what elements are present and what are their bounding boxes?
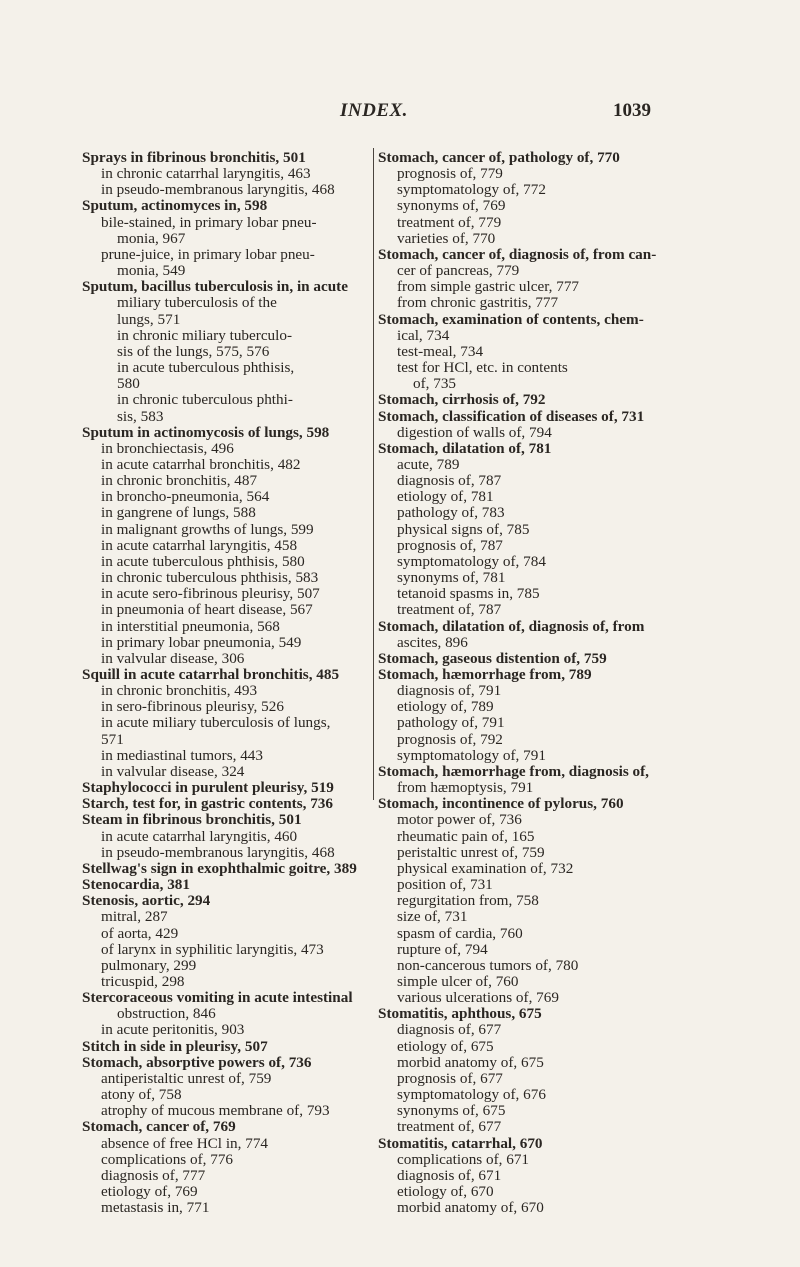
index-entry: Stomatitis, aphthous, 675	[378, 1005, 542, 1023]
index-column-right	[378, 150, 708, 1216]
index-entry: diagnosis of, 791	[397, 682, 502, 700]
index-entry: 571	[101, 730, 124, 748]
index-entry: in pseudo-membranous laryngitis, 468	[101, 181, 335, 199]
index-entry: 580	[117, 375, 140, 393]
index-entry: diagnosis of, 787	[397, 472, 502, 490]
index-entry: in valvular disease, 324	[101, 762, 245, 780]
index-entry: Stomatitis, catarrhal, 670	[378, 1134, 543, 1152]
index-entry: in malignant growths of lungs, 599	[101, 520, 314, 538]
index-entry: symptomatology of, 784	[397, 552, 546, 570]
index-entry: prune-juice, in primary lobar pneu-	[101, 245, 315, 263]
index-entry: pathology of, 783	[397, 504, 505, 522]
index-entry: in chronic miliary tuberculo-	[117, 326, 293, 344]
index-entry: in acute miliary tuberculosis of lungs,	[101, 714, 331, 732]
index-entry: in acute catarrhal bronchitis, 482	[101, 455, 301, 473]
index-entry: complications of, 671	[397, 1150, 530, 1168]
index-entry: absence of free HCl in, 774	[101, 1134, 269, 1152]
index-entry: of aorta, 429	[101, 924, 179, 942]
index-entry: prognosis of, 779	[397, 165, 503, 183]
index-entry: in acute tuberculous phthisis,	[117, 359, 295, 377]
index-entry: from hæmoptysis, 791	[397, 779, 534, 797]
index-entry: atony of, 758	[101, 1086, 182, 1104]
index-entry: miliary tuberculosis of the	[117, 294, 277, 312]
index-entry: ical, 734	[397, 326, 450, 344]
index-entry: symptomatology of, 676	[397, 1086, 546, 1104]
index-entry: etiology of, 670	[397, 1183, 494, 1200]
index-entry: in chronic bronchitis, 487	[101, 472, 258, 490]
index-entry: Stomach, incontinence of pylorus, 760	[378, 795, 624, 813]
index-entry: in chronic catarrhal laryngitis, 463	[101, 165, 311, 183]
index-entry: prognosis of, 792	[397, 730, 503, 748]
index-entry: Stomach, cancer of, diagnosis of, from can-	[378, 245, 657, 263]
index-entry: diagnosis of, 777	[101, 1166, 206, 1184]
index-entry: in chronic tuberculous phthi-	[117, 391, 293, 409]
index-entry: tricuspid, 298	[101, 972, 185, 990]
index-entry: digestion of walls of, 794	[397, 423, 552, 441]
index-entry: in acute catarrhal laryngitis, 458	[101, 536, 298, 554]
index-entry: Stomach, dilatation of, diagnosis of, from	[378, 617, 645, 635]
index-entry: metastasis in, 771	[101, 1199, 210, 1217]
index-entry: of larynx in syphilitic laryngitis, 473	[101, 940, 324, 958]
index-entry: in acute tuberculous phthisis, 580	[101, 552, 305, 570]
index-entry: in acute peritonitis, 903	[101, 1021, 245, 1039]
index-entry: diagnosis of, 677	[397, 1021, 502, 1039]
index-entry: spasm of cardia, 760	[397, 924, 523, 942]
index-entry: mitral, 287	[101, 908, 168, 926]
index-entry: test for HCl, etc. in contents	[397, 359, 568, 377]
index-entry: in valvular disease, 306	[101, 649, 245, 667]
index-entry: varieties of, 770	[397, 229, 496, 247]
index-entry: Stomach, examination of contents, chem-	[378, 310, 644, 328]
index-entry: cer of pancreas, 779	[397, 262, 520, 280]
index-entry: Sputum in actinomycosis of lungs, 598	[82, 423, 330, 441]
index-entry: etiology of, 781	[397, 488, 494, 506]
index-entry: ascites, 896	[397, 633, 468, 651]
index-entry: in bronchiectasis, 496	[101, 439, 234, 457]
index-entry: complications of, 776	[101, 1150, 234, 1168]
index-entry: etiology of, 769	[101, 1183, 198, 1200]
index-entry: treatment of, 787	[397, 601, 502, 619]
index-entry: in sero-fibrinous pleurisy, 526	[101, 698, 284, 716]
index-entry: Sprays in fibrinous bronchitis, 501	[82, 149, 306, 166]
index-entry: Stomach, cancer of, pathology of, 770	[378, 149, 620, 166]
column-divider	[373, 148, 374, 800]
index-entry: physical examination of, 732	[397, 859, 574, 877]
index-entry: tetanoid spasms in, 785	[397, 585, 540, 603]
index-entry: Squill in acute catarrhal bronchitis, 485	[82, 666, 340, 683]
index-entry: sis of the lungs, 575, 576	[117, 342, 270, 360]
index-entry: physical signs of, 785	[397, 520, 530, 538]
index-entry: peristaltic unrest of, 759	[397, 843, 545, 861]
index-entry: diagnosis of, 671	[397, 1166, 502, 1184]
index-entry: in pseudo-membranous laryngitis, 468	[101, 843, 335, 861]
index-entry: non-cancerous tumors of, 780	[397, 956, 579, 974]
index-entry: Sputum, bacillus tuberculosis in, in acute	[82, 278, 348, 296]
index-entry: position of, 731	[397, 876, 493, 894]
index-entry: antiperistaltic unrest of, 759	[101, 1069, 272, 1087]
index-entry: synonyms of, 769	[397, 197, 506, 215]
index-entry: simple ulcer of, 760	[397, 972, 519, 990]
index-entry: in chronic bronchitis, 493	[101, 682, 258, 700]
index-entry: morbid anatomy of, 675	[397, 1053, 544, 1071]
index-entry: Stomach, gaseous distention of, 759	[378, 649, 607, 667]
index-entry: in interstitial pneumonia, 568	[101, 617, 280, 635]
index-entry: etiology of, 789	[397, 698, 494, 716]
index-entry: Stomach, cancer of, 769	[82, 1118, 236, 1136]
index-entry: symptomatology of, 791	[397, 746, 546, 764]
index-entry: in acute sero-fibrinous pleurisy, 507	[101, 585, 320, 603]
index-entry: of, 735	[413, 375, 457, 393]
index-entry: size of, 731	[397, 908, 468, 926]
index-entry: lungs, 571	[117, 310, 181, 328]
index-entry: from chronic gastritis, 777	[397, 294, 559, 312]
index-entry: in gangrene of lungs, 588	[101, 504, 256, 522]
index-entry: Stitch in side in pleurisy, 507	[82, 1037, 268, 1055]
index-entry: Steam in fibrinous bronchitis, 501	[82, 811, 302, 829]
index-entry: in broncho-pneumonia, 564	[101, 488, 270, 506]
index-entry: synonyms of, 675	[397, 1102, 506, 1120]
index-entry: Stomach, hæmorrhage from, 789	[378, 666, 592, 683]
index-entry: rheumatic pain of, 165	[397, 827, 535, 845]
index-entry: treatment of, 677	[397, 1118, 502, 1136]
index-entry: Stenosis, aortic, 294	[82, 892, 211, 910]
index-entry: rupture of, 794	[397, 940, 488, 958]
index-entry: morbid anatomy of, 670	[397, 1199, 544, 1217]
index-entry: Staphylococci in purulent pleurisy, 519	[82, 779, 334, 797]
index-entry: prognosis of, 787	[397, 536, 503, 554]
index-entry: in chronic tuberculous phthisis, 583	[101, 569, 319, 587]
index-entry: Stenocardia, 381	[82, 876, 190, 894]
index-entry: pathology of, 791	[397, 714, 505, 732]
index-entry: Stercoraceous vomiting in acute intestinal	[82, 989, 353, 1007]
index-entry: test-meal, 734	[397, 342, 484, 360]
index-entry: sis, 583	[117, 407, 164, 425]
index-entry: atrophy of mucous membrane of, 793	[101, 1102, 330, 1120]
index-entry: pulmonary, 299	[101, 956, 197, 974]
index-entry: etiology of, 675	[397, 1037, 494, 1055]
index-entry: synonyms of, 781	[397, 569, 506, 587]
index-entry: from simple gastric ulcer, 777	[397, 278, 580, 296]
index-entry: Stomach, cirrhosis of, 792	[378, 391, 546, 409]
index-entry: motor power of, 736	[397, 811, 522, 829]
index-entry: monia, 549	[117, 262, 186, 280]
index-entry: treatment of, 779	[397, 213, 502, 231]
index-entry: Stomach, hæmorrhage from, diagnosis of,	[378, 762, 649, 780]
index-entry: regurgitation from, 758	[397, 892, 539, 910]
index-entry: Stellwag's sign in exophthalmic goitre, 389	[82, 859, 357, 877]
index-entry: obstruction, 846	[117, 1005, 216, 1023]
running-title: INDEX.	[340, 100, 408, 121]
index-column-left	[82, 150, 372, 1216]
index-entry: monia, 967	[117, 229, 186, 247]
index-entry: Stomach, classification of diseases of, 731	[378, 407, 645, 425]
index-entry: symptomatology of, 772	[397, 181, 546, 199]
index-entry: Stomach, dilatation of, 781	[378, 439, 552, 457]
index-entry: Starch, test for, in gastric contents, 736	[82, 795, 333, 813]
page-number: 1039	[613, 100, 651, 121]
index-entry: in acute catarrhal laryngitis, 460	[101, 827, 298, 845]
index-entry: Sputum, actinomyces in, 598	[82, 197, 268, 215]
index-entry: various ulcerations of, 769	[397, 989, 559, 1007]
index-entry: in mediastinal tumors, 443	[101, 746, 263, 764]
index-entry: in primary lobar pneumonia, 549	[101, 633, 302, 651]
index-entry: prognosis of, 677	[397, 1069, 503, 1087]
index-entry: bile-stained, in primary lobar pneu-	[101, 213, 317, 231]
page-header	[0, 100, 800, 126]
index-entry: acute, 789	[397, 455, 460, 473]
index-entry: Stomach, absorptive powers of, 736	[82, 1053, 312, 1071]
index-entry: in pneumonia of heart disease, 567	[101, 601, 313, 619]
